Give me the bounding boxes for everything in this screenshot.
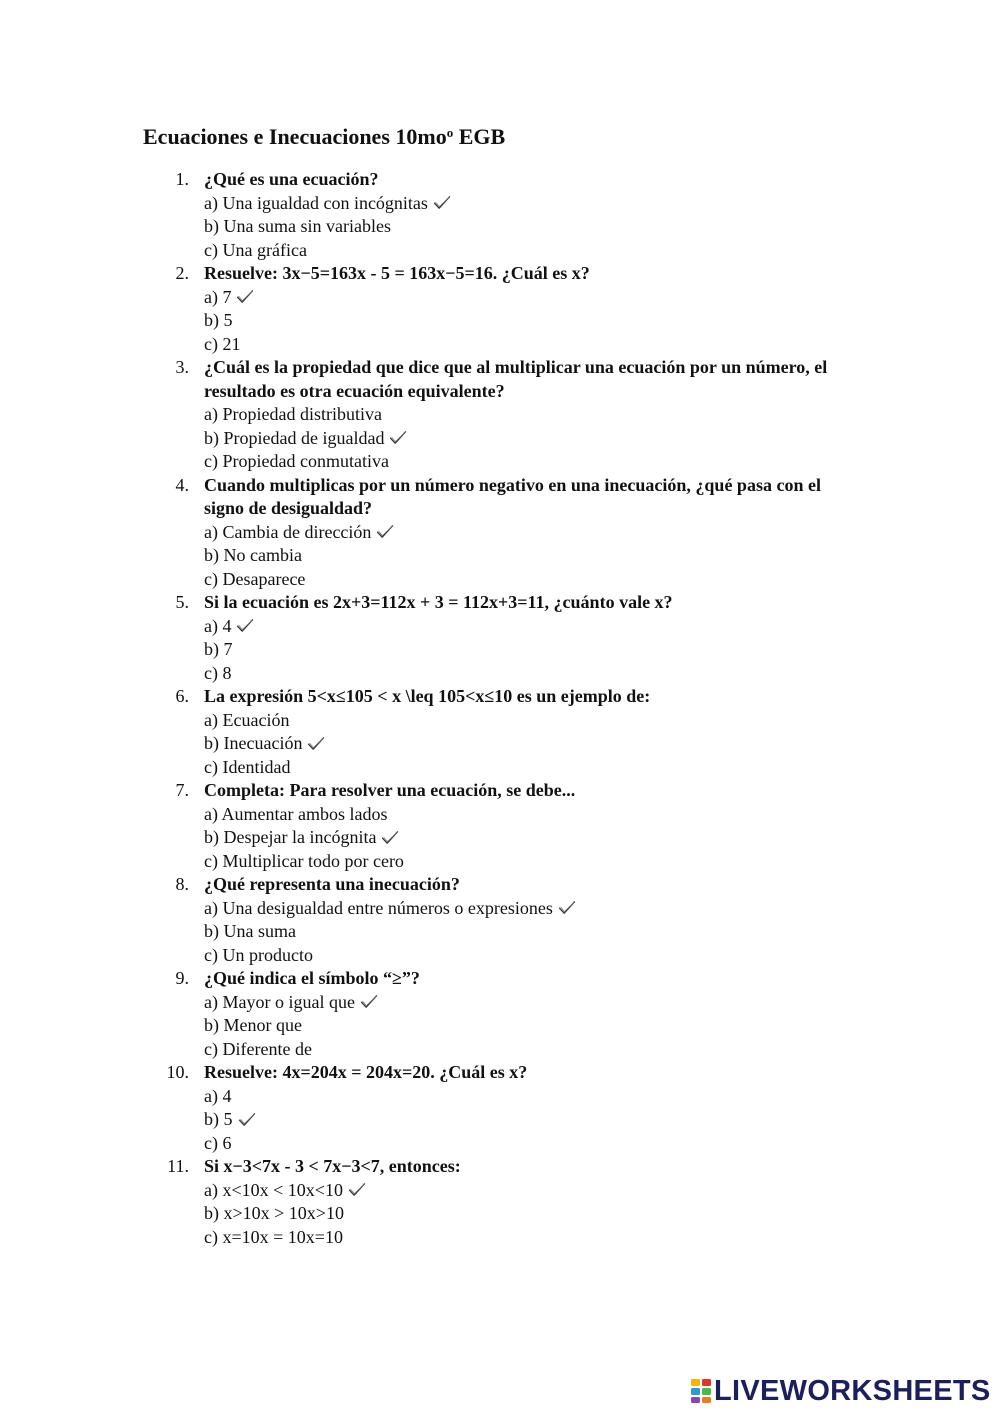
checkmark-icon [238,1112,256,1128]
answer-option[interactable] [204,427,1000,451]
answer-option-text: c) 21 [204,333,241,354]
question-number: 6. [175,686,189,706]
answer-option-text: b) 7 [204,639,233,659]
checkmark-icon [376,524,394,540]
answer-option-text: b) Menor que [204,1015,302,1035]
question-text: ¿Qué es una ecuación? [204,169,379,189]
answer-option-text: c) 8 [204,662,232,683]
answer-option-text: c) 6 [204,1132,232,1153]
question-item [0,685,1000,779]
question-item [0,168,1000,262]
question-item [0,967,1000,1061]
quiz-question-list [0,168,1000,1249]
title-superscript: o [446,125,454,140]
answer-option[interactable] [204,850,1000,874]
question-item [0,262,1000,356]
question-text: Resuelve: 3x−5=163x - 5 = 163x−5=16. ¿Cuál es x? [204,263,590,283]
answer-option-text: b) No cambia [204,545,302,565]
question-number: 11. [167,1156,189,1176]
answer-option[interactable] [204,709,1000,733]
question-number: 3. [175,357,189,377]
question-text: Resuelve: 4x=204x = 204x=20. ¿Cuál es x? [204,1062,528,1082]
question-text: ¿Qué representa una inecuación? [204,874,460,894]
answer-option-text: b) Propiedad de igualdad [204,427,385,448]
answer-option-text: a) Cambia de dirección [204,521,372,542]
checkmark-icon [236,289,254,305]
answer-option-text: b) 5 [204,310,233,330]
answer-option[interactable] [204,309,1000,333]
answer-option-text: b) Despejar la incógnita [204,827,377,847]
answer-option[interactable] [204,1014,1000,1038]
title-main: Ecuaciones e Inecuaciones 10mo [143,124,447,149]
question-item [0,779,1000,873]
question-item [0,873,1000,967]
question-item [0,1155,1000,1249]
question-number: 2. [175,263,189,283]
question-item [0,1061,1000,1155]
liveworksheets-logo-icon [690,1378,712,1404]
checkmark-icon [381,830,399,846]
checkmark-icon [389,430,407,446]
question-text: Cuando multiplicas por un número negativo en una inecuación, ¿qué pasa con el signo de desigualdad? [204,474,821,518]
answer-option[interactable] [204,1226,1000,1250]
question-number: 9. [175,968,189,988]
checkmark-icon [433,195,451,211]
answer-option[interactable] [204,192,1000,216]
checkmark-icon [307,736,325,752]
question-number: 8. [175,874,189,894]
answer-option-text: c) Desaparece [204,568,306,589]
logo-text: LIVEWORKSHEETS [714,1375,991,1407]
checkmark-icon [360,994,378,1010]
question-number: 4. [175,474,189,495]
question-item [0,474,1000,592]
answer-option[interactable] [204,1179,1000,1203]
answer-option[interactable] [204,215,1000,239]
answer-option-text: c) Propiedad conmutativa [204,451,389,471]
question-text: Si la ecuación es 2x+3=112x + 3 = 112x+3=11, ¿cuánto vale x? [204,592,673,612]
answer-option[interactable] [204,568,1000,592]
answer-option-text: c) x=10x = 10x=10 [204,1226,343,1247]
answer-option-text: a) 4 [204,615,232,636]
liveworksheets-logo [690,1376,991,1406]
answer-option-text: a) Una desigualdad entre números o expresiones [204,897,553,918]
answer-option-text: c) Identidad [204,756,291,777]
answer-option[interactable] [204,897,1000,921]
answer-option[interactable] [204,756,1000,780]
question-text: La expresión 5<x≤105 < x \leq 105<x≤10 es un ejemplo de: [204,686,651,706]
answer-option[interactable] [204,286,1000,310]
answer-option-text: a) Propiedad distributiva [204,404,382,424]
answer-option[interactable] [204,1202,1000,1226]
page-title [143,119,505,151]
answer-option[interactable] [204,1108,1000,1132]
answer-option-text: b) x>10x > 10x>10 [204,1203,344,1223]
answer-option-text: c) Multiplicar todo por cero [204,850,404,871]
question-number: 1. [175,169,189,189]
question-text: Completa: Para resolver una ecuación, se debe... [204,780,576,800]
checkmark-icon [236,618,254,634]
answer-option[interactable] [204,662,1000,686]
answer-option[interactable] [204,1038,1000,1062]
answer-option[interactable] [204,826,1000,850]
question-number: 10. [166,1062,189,1082]
answer-option[interactable] [204,1132,1000,1156]
question-text: Si x−3<7x - 3 < 7x−3<7, entonces: [204,1156,461,1176]
question-number: 5. [175,592,189,612]
question-text: ¿Cuál es la propiedad que dice que al multiplicar una ecuación por un número, el resultado es otra ecuación equivalente? [204,357,828,401]
answer-option-text: a) Ecuación [204,709,290,730]
answer-option-text: a) Aumentar ambos lados [204,803,388,824]
question-text: ¿Qué indica el símbolo “≥”? [204,968,420,988]
checkmark-icon [558,900,576,916]
answer-option-text: a) Una igualdad con incógnitas [204,192,428,213]
answer-option[interactable] [204,544,1000,568]
title-suffix: EGB [453,124,506,149]
question-item [0,591,1000,685]
answer-option[interactable] [204,333,1000,357]
answer-option[interactable] [204,920,1000,944]
answer-option[interactable] [204,1085,1000,1109]
answer-option-text: c) Una gráfica [204,239,307,260]
answer-option[interactable] [204,732,1000,756]
answer-option[interactable] [204,450,1000,474]
answer-option-text: a) Mayor o igual que [204,991,355,1012]
question-item [0,356,1000,474]
answer-option[interactable] [204,239,1000,263]
answer-option-text: a) 7 [204,286,232,307]
answer-option-text: a) x<10x < 10x<10 [204,1179,343,1200]
question-number: 7. [175,780,189,800]
answer-option[interactable] [204,521,1000,545]
answer-option-text: c) Diferente de [204,1038,312,1059]
answer-option[interactable] [204,803,1000,827]
answer-option-text: a) 4 [204,1085,232,1106]
answer-option[interactable] [204,638,1000,662]
answer-option-text: c) Un producto [204,944,313,965]
checkmark-icon [348,1182,366,1198]
answer-option-text: b) Una suma [204,921,296,941]
answer-option[interactable] [204,944,1000,968]
answer-option[interactable] [204,403,1000,427]
answer-option-text: b) 5 [204,1109,233,1129]
answer-option-text: b) Inecuación [204,733,303,753]
answer-option[interactable] [204,615,1000,639]
answer-option[interactable] [204,991,1000,1015]
answer-option-text: b) Una suma sin variables [204,216,391,236]
